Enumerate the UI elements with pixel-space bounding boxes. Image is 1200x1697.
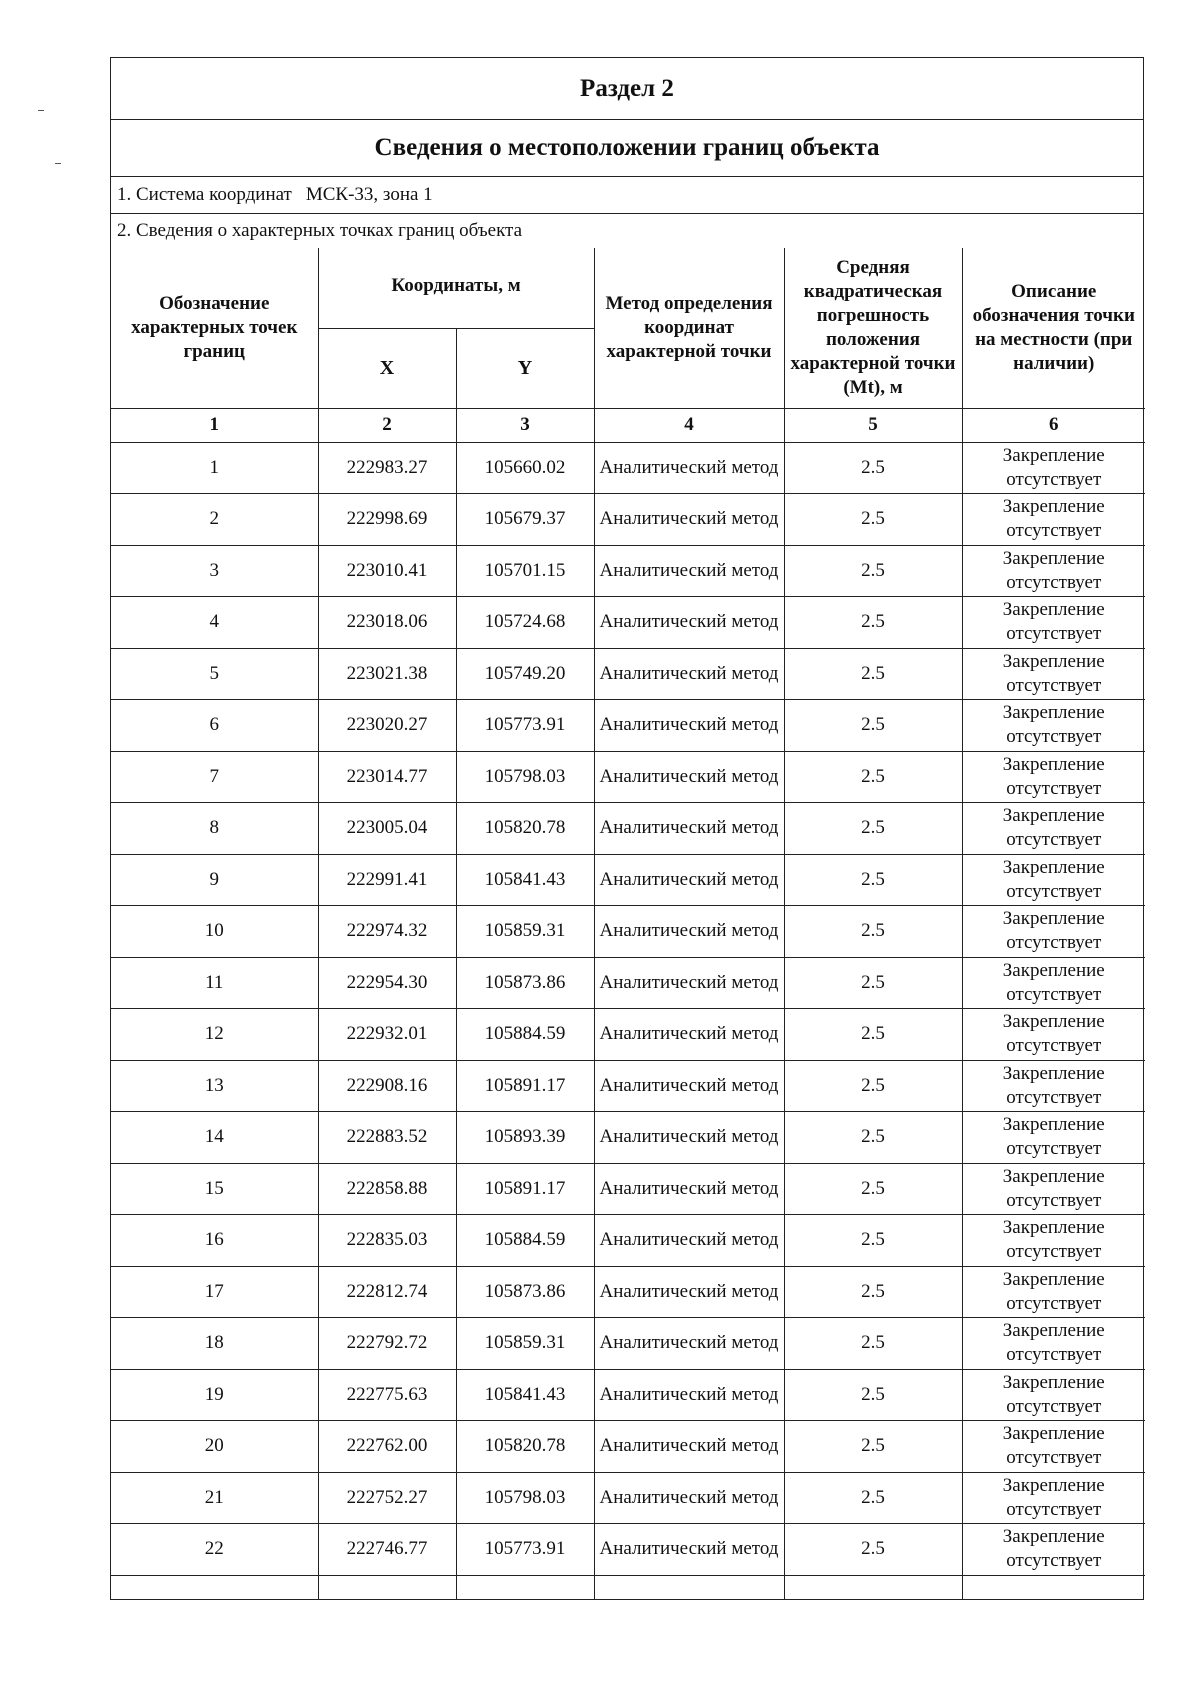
- table-row: [111, 648, 1145, 700]
- method: Аналитический метод: [594, 1009, 784, 1061]
- coord-y: 105891.17: [456, 1163, 594, 1215]
- table-row: [111, 1266, 1145, 1318]
- header-description: Описание обозначения точки на местности (при наличии): [962, 248, 1145, 408]
- coord-x: 222752.27: [318, 1472, 456, 1524]
- document-frame: [110, 57, 1144, 1600]
- point-number: 14: [111, 1112, 318, 1164]
- coord-x: 223020.27: [318, 700, 456, 752]
- table-row: [111, 957, 1145, 1009]
- table-row: [111, 545, 1145, 597]
- coord-y: 105798.03: [456, 1472, 594, 1524]
- method: Аналитический метод: [594, 906, 784, 958]
- table-row: [111, 597, 1145, 649]
- point-description: Закрепление отсутствует: [962, 1112, 1145, 1164]
- mt-error: 2.5: [784, 1318, 962, 1370]
- point-number: 13: [111, 1060, 318, 1112]
- table-row: [111, 1163, 1145, 1215]
- method: Аналитический метод: [594, 1112, 784, 1164]
- column-number: 4: [594, 408, 784, 442]
- mt-error: 2.5: [784, 494, 962, 546]
- point-number: 7: [111, 751, 318, 803]
- coord-y: 105891.17: [456, 1060, 594, 1112]
- method: Аналитический метод: [594, 442, 784, 494]
- coord-x: 222812.74: [318, 1266, 456, 1318]
- coord-y: 105660.02: [456, 442, 594, 494]
- point-description: Закрепление отсутствует: [962, 1060, 1145, 1112]
- point-number: 4: [111, 597, 318, 649]
- coord-y: 105701.15: [456, 545, 594, 597]
- point-number: 18: [111, 1318, 318, 1370]
- method: Аналитический метод: [594, 1060, 784, 1112]
- coord-y: 105749.20: [456, 648, 594, 700]
- point-description: Закрепление отсутствует: [962, 1215, 1145, 1267]
- table-row: [111, 1215, 1145, 1267]
- point-description: Закрепление отсутствует: [962, 545, 1145, 597]
- point-number: 8: [111, 803, 318, 855]
- point-number: 1: [111, 442, 318, 494]
- mt-error: 2.5: [784, 597, 962, 649]
- mt-error: 2.5: [784, 700, 962, 752]
- coord-y: 105884.59: [456, 1009, 594, 1061]
- coord-x: 222762.00: [318, 1421, 456, 1473]
- point-number: 10: [111, 906, 318, 958]
- point-number: 16: [111, 1215, 318, 1267]
- table-row: [111, 1524, 1145, 1576]
- coord-y: 105773.91: [456, 1524, 594, 1576]
- header-y: Y: [456, 328, 594, 408]
- method: Аналитический метод: [594, 494, 784, 546]
- coordinate-system-label: 1. Система координат: [117, 184, 292, 205]
- section-title: Раздел 2: [111, 58, 1143, 120]
- point-number: 2: [111, 494, 318, 546]
- table-row: [111, 1421, 1145, 1473]
- object-title: Сведения о местоположении границ объекта: [111, 120, 1143, 177]
- table-row: [111, 854, 1145, 906]
- point-number: 15: [111, 1163, 318, 1215]
- coord-x: 223021.38: [318, 648, 456, 700]
- point-description: Закрепление отсутствует: [962, 442, 1145, 494]
- method: Аналитический метод: [594, 1266, 784, 1318]
- coord-y: 105859.31: [456, 906, 594, 958]
- table-row: [111, 1472, 1145, 1524]
- mt-error: 2.5: [784, 1421, 962, 1473]
- method: Аналитический метод: [594, 957, 784, 1009]
- coord-y: 105873.86: [456, 957, 594, 1009]
- header-designation: Обозначение характерных точек границ: [111, 248, 318, 408]
- method: Аналитический метод: [594, 648, 784, 700]
- column-number: 6: [962, 408, 1145, 442]
- points-caption: 2. Сведения о характерных точках границ объекта: [117, 220, 523, 241]
- point-description: Закрепление отсутствует: [962, 1472, 1145, 1524]
- mt-error: 2.5: [784, 1060, 962, 1112]
- mt-error: 2.5: [784, 442, 962, 494]
- mt-error: 2.5: [784, 1009, 962, 1061]
- point-number: 22: [111, 1524, 318, 1576]
- method: Аналитический метод: [594, 751, 784, 803]
- mt-error: 2.5: [784, 648, 962, 700]
- table-row: [111, 494, 1145, 546]
- table-row: [111, 906, 1145, 958]
- method: Аналитический метод: [594, 1369, 784, 1421]
- method: Аналитический метод: [594, 700, 784, 752]
- table-row: [111, 803, 1145, 855]
- coord-x: 222858.88: [318, 1163, 456, 1215]
- coord-y: 105773.91: [456, 700, 594, 752]
- point-description: Закрепление отсутствует: [962, 1318, 1145, 1370]
- header-coordinates: Координаты, м: [318, 248, 594, 328]
- table-row: [111, 700, 1145, 752]
- point-description: Закрепление отсутствует: [962, 1421, 1145, 1473]
- method: Аналитический метод: [594, 1215, 784, 1267]
- coord-x: 222883.52: [318, 1112, 456, 1164]
- point-description: Закрепление отсутствует: [962, 1163, 1145, 1215]
- table-row: [111, 751, 1145, 803]
- point-number: 20: [111, 1421, 318, 1473]
- header-error: Средняя квадратическая погрешность положения характерной точки (Mt), м: [784, 248, 962, 408]
- mt-error: 2.5: [784, 957, 962, 1009]
- point-description: Закрепление отсутствует: [962, 1369, 1145, 1421]
- coord-x: 223018.06: [318, 597, 456, 649]
- coord-x: 222932.01: [318, 1009, 456, 1061]
- point-number: 21: [111, 1472, 318, 1524]
- table-row: [111, 1318, 1145, 1370]
- coord-x: 223005.04: [318, 803, 456, 855]
- point-number: 5: [111, 648, 318, 700]
- point-description: Закрепление отсутствует: [962, 854, 1145, 906]
- point-description: Закрепление отсутствует: [962, 1524, 1145, 1576]
- table-filler-row: [111, 1575, 1145, 1599]
- points-table: [111, 248, 1145, 1599]
- point-description: Закрепление отсутствует: [962, 597, 1145, 649]
- coord-y: 105884.59: [456, 1215, 594, 1267]
- method: Аналитический метод: [594, 1318, 784, 1370]
- method: Аналитический метод: [594, 803, 784, 855]
- header-method: Метод определения координат характерной точки: [594, 248, 784, 408]
- mt-error: 2.5: [784, 751, 962, 803]
- coordinate-system-value: МСК-33, зона 1: [305, 184, 433, 205]
- point-description: Закрепление отсутствует: [962, 700, 1145, 752]
- method: Аналитический метод: [594, 1472, 784, 1524]
- header-x: X: [318, 328, 456, 408]
- mt-error: 2.5: [784, 545, 962, 597]
- point-number: 9: [111, 854, 318, 906]
- point-description: Закрепление отсутствует: [962, 751, 1145, 803]
- mt-error: 2.5: [784, 1524, 962, 1576]
- coord-x: 222835.03: [318, 1215, 456, 1267]
- coord-x: 222954.30: [318, 957, 456, 1009]
- point-description: Закрепление отсутствует: [962, 1009, 1145, 1061]
- method: Аналитический метод: [594, 1163, 784, 1215]
- coord-x: 222792.72: [318, 1318, 456, 1370]
- mt-error: 2.5: [784, 803, 962, 855]
- coord-y: 105841.43: [456, 1369, 594, 1421]
- point-description: Закрепление отсутствует: [962, 803, 1145, 855]
- point-number: 17: [111, 1266, 318, 1318]
- method: Аналитический метод: [594, 1524, 784, 1576]
- mt-error: 2.5: [784, 1215, 962, 1267]
- point-number: 12: [111, 1009, 318, 1061]
- coordinate-system-line: [111, 177, 1143, 214]
- table-row: [111, 1112, 1145, 1164]
- table-row: [111, 442, 1145, 494]
- method: Аналитический метод: [594, 854, 784, 906]
- coord-y: 105859.31: [456, 1318, 594, 1370]
- coord-x: 222983.27: [318, 442, 456, 494]
- table-row: [111, 1009, 1145, 1061]
- mt-error: 2.5: [784, 906, 962, 958]
- scan-speck: [38, 110, 44, 111]
- point-description: Закрепление отсутствует: [962, 957, 1145, 1009]
- column-number: 5: [784, 408, 962, 442]
- mt-error: 2.5: [784, 1472, 962, 1524]
- point-number: 19: [111, 1369, 318, 1421]
- mt-error: 2.5: [784, 1266, 962, 1318]
- point-number: 3: [111, 545, 318, 597]
- coord-x: 222998.69: [318, 494, 456, 546]
- method: Аналитический метод: [594, 1421, 784, 1473]
- coord-y: 105820.78: [456, 803, 594, 855]
- coord-x: 222974.32: [318, 906, 456, 958]
- coord-x: 222991.41: [318, 854, 456, 906]
- point-description: Закрепление отсутствует: [962, 648, 1145, 700]
- scan-speck: [55, 163, 61, 164]
- coord-x: 222908.16: [318, 1060, 456, 1112]
- mt-error: 2.5: [784, 1163, 962, 1215]
- point-description: Закрепление отсутствует: [962, 906, 1145, 958]
- points-table-body: [111, 442, 1145, 1599]
- mt-error: 2.5: [784, 1369, 962, 1421]
- table-row: [111, 1060, 1145, 1112]
- column-number: 3: [456, 408, 594, 442]
- coord-y: 105798.03: [456, 751, 594, 803]
- coord-x: 222775.63: [318, 1369, 456, 1421]
- mt-error: 2.5: [784, 1112, 962, 1164]
- point-number: 11: [111, 957, 318, 1009]
- coord-y: 105679.37: [456, 494, 594, 546]
- coord-x: 222746.77: [318, 1524, 456, 1576]
- coord-y: 105893.39: [456, 1112, 594, 1164]
- method: Аналитический метод: [594, 545, 784, 597]
- coord-x: 223010.41: [318, 545, 456, 597]
- coord-y: 105873.86: [456, 1266, 594, 1318]
- coord-y: 105841.43: [456, 854, 594, 906]
- method: Аналитический метод: [594, 597, 784, 649]
- mt-error: 2.5: [784, 854, 962, 906]
- point-description: Закрепление отсутствует: [962, 494, 1145, 546]
- coord-y: 105820.78: [456, 1421, 594, 1473]
- table-row: [111, 1369, 1145, 1421]
- point-number: 6: [111, 700, 318, 752]
- point-description: Закрепление отсутствует: [962, 1266, 1145, 1318]
- column-number: 1: [111, 408, 318, 442]
- coord-x: 223014.77: [318, 751, 456, 803]
- column-number: 2: [318, 408, 456, 442]
- coord-y: 105724.68: [456, 597, 594, 649]
